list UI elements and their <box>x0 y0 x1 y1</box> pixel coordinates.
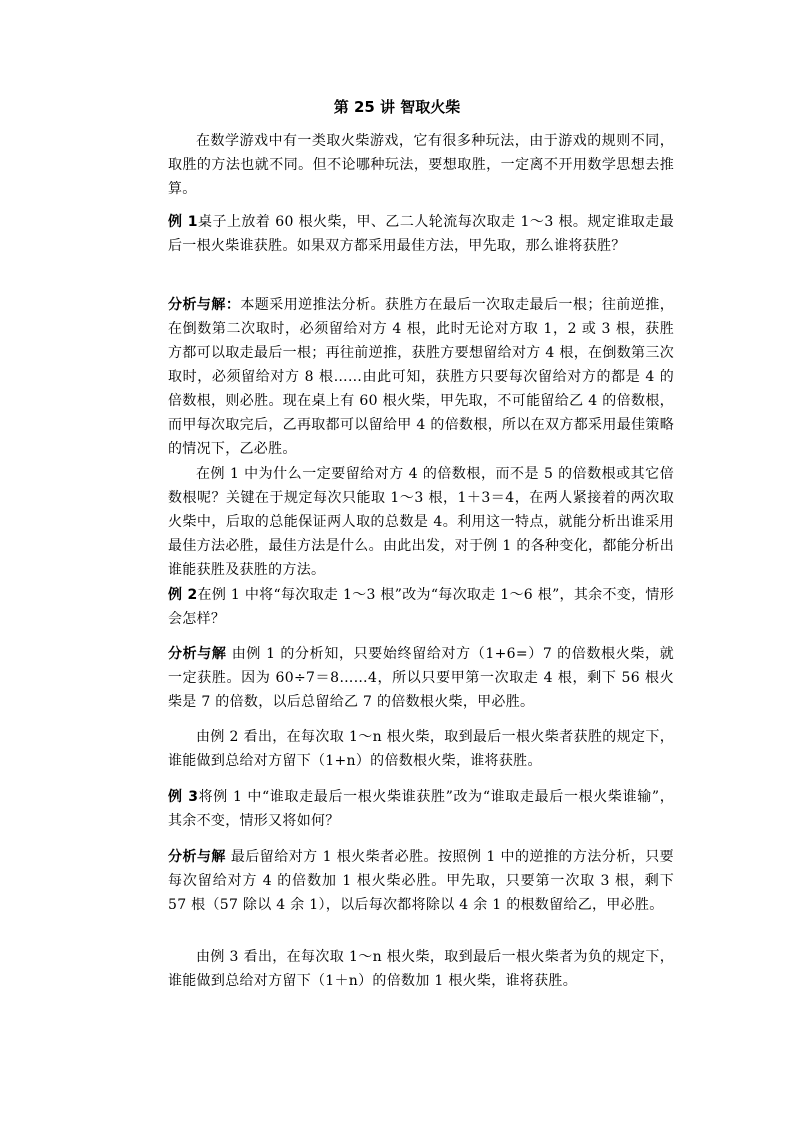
example-1-paragraph <box>168 210 674 258</box>
analysis-1-text: 本题采用逆推法分析。获胜方在最后一次取走最后一根；往前逆推，在倒数第二次取时，必须留给对方 4 根，此时无论对方取 1，2 或 3 根，获胜方都可以取走最后一根；再往前逆推，获胜方要想留给对方 4 根，在倒数第三次取时，必须留给对方 8 根……由此可知，获胜方只要每次留给对方的都是 4 的倍数根，则必胜。现在桌上有 60 根火柴，甲先取，不可能留给乙 4 的倍数根，而甲每次取完后，乙再取都可以留给甲 4 的倍数根，所以在双方都采用最佳策略的情况下，乙必胜。 <box>168 297 675 457</box>
summary-2-paragraph: 由例 2 看出，在每次取 1～n 根火柴，取到最后一根火柴者获胜的规定下，谁能做到总给对方留下（1+n）的倍数根火柴，谁将获胜。 <box>168 729 674 769</box>
analysis-1-paragraph <box>168 293 674 461</box>
example-1-label: 例 1 <box>168 214 198 230</box>
analysis-3-paragraph <box>168 845 674 917</box>
example-1-text: 桌子上放着 60 根火柴，甲、乙二人轮流每次取走 1～3 根。规定谁取走最后一根火柴谁获胜。如果双方都采用最佳方法，甲先取，那么谁将获胜？ <box>168 214 675 254</box>
example-3-label: 例 3 <box>168 789 199 805</box>
summary-3-paragraph: 由例 3 看出，在每次取 1～n 根火柴，取到最后一根火柴者为负的规定下，谁能做到总给对方留下（1＋n）的倍数加 1 根火柴，谁将获胜。 <box>168 949 674 989</box>
analysis-1-label: 分析与解： <box>168 297 241 313</box>
analysis-3-text: 最后留给对方 1 根火柴者必胜。按照例 1 中的逆推的方法分析，只要每次留给对方 4 的倍数加 1 根火柴必胜。甲先取，只要第一次取 3 根，剩下 57 根（57 除以 4 余 1），以后每次都将除以 4 余 1 的根数留给乙，甲必胜。 <box>168 849 674 913</box>
analysis-3-label: 分析与解 <box>168 849 226 865</box>
analysis-2-label: 分析与解 <box>168 646 227 662</box>
example-2-text: 在例 1 中将“每次取走 1～3 根”改为“每次取走 1～6 根”，其余不变，情形会怎样？ <box>168 587 674 627</box>
analysis-2-text: 由例 1 的分析知，只要始终留给对方（1+6=）7 的倍数根火柴，就一定获胜。因为 60÷7＝8……4，所以只要甲第一次取走 4 根，剩下 56 根火柴是 7 的倍数，以后总留给乙 7 的倍数根火柴，甲必胜。 <box>168 646 675 710</box>
example-3-paragraph <box>168 785 674 833</box>
page-title: 第 25 讲 智取火柴 <box>333 98 461 116</box>
example-2-label: 例 2 <box>168 587 198 603</box>
example-2-paragraph <box>168 583 674 631</box>
intro-paragraph: 在数学游戏中有一类取火柴游戏，它有很多种玩法，由于游戏的规则不同，取胜的方法也就不同。但不论哪种玩法，要想取胜，一定离不开用数学思想去推算。 <box>168 133 674 197</box>
example-3-text: 将例 1 中“谁取走最后一根火柴谁获胜”改为“谁取走最后一根火柴谁输”，其余不变，情形又将如何？ <box>168 789 675 829</box>
discussion-1-paragraph: 在例 1 中为什么一定要留给对方 4 的倍数根，而不是 5 的倍数根或其它倍数根呢？关键在于规定每次只能取 1～3 根，1＋3＝4，在两人紧接着的两次取火柴中，后取的总能保证两人取的总数是 4。利用这一特点，就能分析出谁采用最佳方法必胜，最佳方法是什么。由此出发，对于例 1 的各种变化，都能分析出谁能获胜及获胜的方法。 <box>168 466 674 578</box>
analysis-2-paragraph <box>168 642 674 714</box>
